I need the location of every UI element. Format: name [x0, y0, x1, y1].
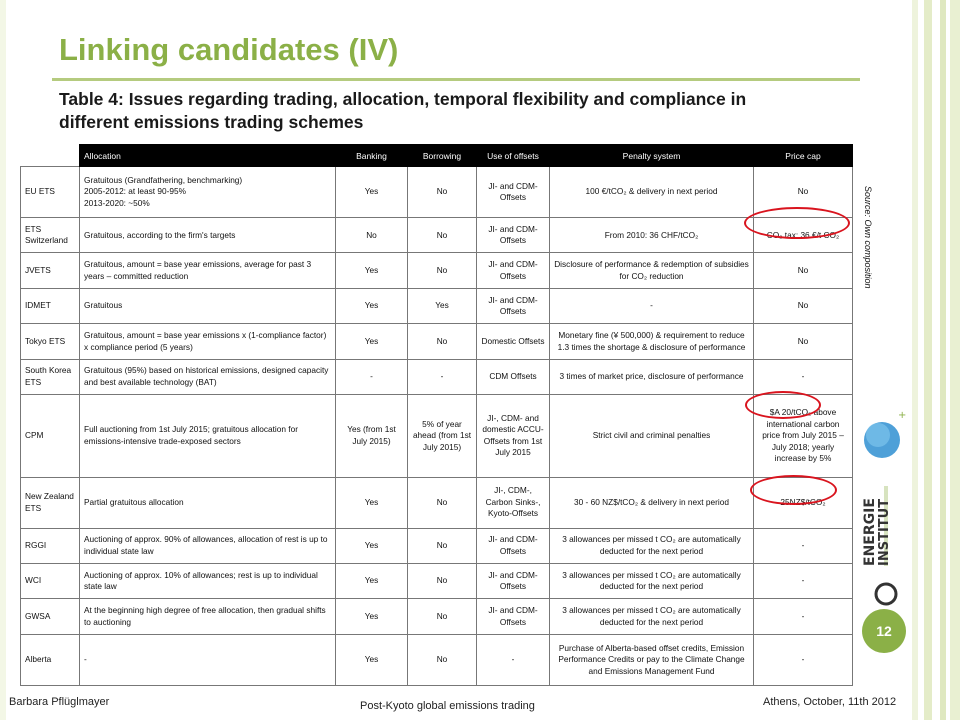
cell-scheme: IDMET: [21, 288, 80, 323]
table-row: [21, 395, 853, 477]
cell-borrowing: No: [408, 218, 477, 253]
source-note: Source: Own composition: [863, 186, 873, 289]
cell-allocation: Auctioning of approx. 90% of allowances, allocation of rest is up to individual state law: [80, 528, 336, 563]
cell-scheme: ETS Switzerland: [21, 218, 80, 253]
cell-penalty: Strict civil and criminal penalties: [550, 395, 754, 477]
cell-banking: Yes: [336, 477, 408, 528]
cell-penalty: 100 €/tCO₂ & delivery in next period: [550, 167, 754, 218]
table-row: [21, 359, 853, 394]
table-row: [21, 634, 853, 685]
cell-banking: No: [336, 218, 408, 253]
cell-allocation: Gratuitous: [80, 288, 336, 323]
page-number-badge: 12: [862, 609, 906, 653]
cell-price-cap: -: [754, 528, 853, 563]
header-banking: Banking: [336, 145, 408, 167]
table-row: [21, 253, 853, 288]
decor-stripe: [912, 0, 918, 720]
cell-allocation: Gratuitous (95%) based on historical emissions, designed capacity and best available technology (BAT): [80, 359, 336, 394]
decor-stripe: [924, 0, 932, 720]
cell-penalty: 3 allowances per missed t CO₂ are automatically deducted for the next period: [550, 528, 754, 563]
cell-scheme: Alberta: [21, 634, 80, 685]
decor-stripe: [950, 0, 960, 720]
cell-banking: Yes: [336, 528, 408, 563]
cell-borrowing: No: [408, 528, 477, 563]
table-row: [21, 599, 853, 634]
cell-borrowing: No: [408, 253, 477, 288]
table-row: [21, 477, 853, 528]
institut-wordmark: INSTITUT: [877, 498, 892, 566]
cell-borrowing: -: [408, 359, 477, 394]
issues-table: [20, 144, 853, 686]
cell-price-cap: No: [754, 288, 853, 323]
cell-price-cap: No: [754, 253, 853, 288]
cell-offsets: JI- and CDM-Offsets: [477, 218, 550, 253]
cell-allocation: At the beginning high degree of free allocation, then gradual shifts to auctioning: [80, 599, 336, 634]
cell-penalty: Monetary fine (¥ 500,000) & requirement to reduce 1.3 times the shortage & disclosure of performance: [550, 324, 754, 359]
cell-offsets: CDM Offsets: [477, 359, 550, 394]
cell-banking: Yes: [336, 634, 408, 685]
cell-penalty: 30 - 60 NZ$/tCO₂ & delivery in next period: [550, 477, 754, 528]
cell-borrowing: No: [408, 599, 477, 634]
cell-allocation: Gratuitous, amount = base year emissions x (1-compliance factor) x compliance period (5 years): [80, 324, 336, 359]
cell-allocation: Gratuitous (Grandfathering, benchmarking) 2005-2012: at least 90-95% 2013-2020: ~50%: [80, 167, 336, 218]
cell-allocation: -: [80, 634, 336, 685]
cell-banking: -: [336, 359, 408, 394]
slide-title: Linking candidates (IV): [59, 32, 399, 67]
cell-offsets: JI- and CDM-Offsets: [477, 253, 550, 288]
cell-penalty: 3 times of market price, disclosure of performance: [550, 359, 754, 394]
cell-offsets: JI-, CDM-, Carbon Sinks-, Kyoto-Offsets: [477, 477, 550, 528]
cell-offsets: JI- and CDM-Offsets: [477, 167, 550, 218]
energie-institut-logo: [860, 476, 910, 616]
table-row: [21, 167, 853, 218]
highlight-circle-switzerland: [744, 207, 850, 239]
cell-banking: Yes (from 1st July 2015): [336, 395, 408, 477]
cell-scheme: EU ETS: [21, 167, 80, 218]
table-row: [21, 288, 853, 323]
cell-scheme: CPM: [21, 395, 80, 477]
highlight-circle-nz: [750, 475, 837, 505]
footer-author: Barbara Pflüglmayer: [9, 696, 110, 708]
cell-offsets: -: [477, 634, 550, 685]
cell-price-cap: 25NZ$/tCO₂: [754, 477, 853, 528]
table-row: [21, 564, 853, 599]
cell-borrowing: No: [408, 477, 477, 528]
cell-offsets: JI- and CDM-Offsets: [477, 599, 550, 634]
cell-price-cap: CO₂ tax: 36 €/t CO₂: [754, 218, 853, 253]
cell-penalty: 3 allowances per missed t CO₂ are automatically deducted for the next period: [550, 564, 754, 599]
header-offsets: Use of offsets: [477, 145, 550, 167]
header-corner: [21, 145, 80, 167]
cell-borrowing: No: [408, 564, 477, 599]
cell-banking: Yes: [336, 599, 408, 634]
cell-borrowing: No: [408, 167, 477, 218]
cell-banking: Yes: [336, 167, 408, 218]
cell-offsets: Domestic Offsets: [477, 324, 550, 359]
cell-price-cap: -: [754, 634, 853, 685]
cell-offsets: JI-, CDM- and domestic ACCU-Offsets from 1st July 2015: [477, 395, 550, 477]
energie-wordmark: ENERGIE: [862, 498, 878, 566]
left-border: [0, 0, 6, 720]
table-row: [21, 324, 853, 359]
decor-stripe: [940, 0, 946, 720]
cell-scheme: JVETS: [21, 253, 80, 288]
table-row: [21, 528, 853, 563]
header-price-cap: Price cap: [754, 145, 853, 167]
cell-borrowing: Yes: [408, 288, 477, 323]
cell-borrowing: 5% of year ahead (from 1st July 2015): [408, 395, 477, 477]
cell-scheme: New Zealand ETS: [21, 477, 80, 528]
cell-banking: Yes: [336, 324, 408, 359]
cell-allocation: Partial gratuitous allocation: [80, 477, 336, 528]
cell-price-cap: No: [754, 167, 853, 218]
table-row: [21, 218, 853, 253]
header-penalty: Penalty system: [550, 145, 754, 167]
cell-scheme: GWSA: [21, 599, 80, 634]
highlight-circle-cpm: [745, 391, 821, 419]
header-allocation: Allocation: [80, 145, 336, 167]
cell-offsets: JI- and CDM-Offsets: [477, 528, 550, 563]
cell-penalty: From 2010: 36 CHF/tCO₂: [550, 218, 754, 253]
cell-price-cap: No: [754, 324, 853, 359]
cell-penalty: -: [550, 288, 754, 323]
cell-banking: Yes: [336, 253, 408, 288]
cell-borrowing: No: [408, 324, 477, 359]
title-underline: [52, 78, 860, 81]
cell-price-cap: -: [754, 599, 853, 634]
cell-scheme: Tokyo ETS: [21, 324, 80, 359]
footer-title: Post-Kyoto global emissions trading: [360, 700, 535, 712]
cell-price-cap: -: [754, 564, 853, 599]
cell-price-cap: -: [754, 359, 853, 394]
footer-date: Athens, October, 11th 2012: [763, 696, 897, 708]
cell-offsets: JI- and CDM-Offsets: [477, 564, 550, 599]
table-header-row: [21, 145, 853, 167]
cell-scheme: RGGI: [21, 528, 80, 563]
cell-price-cap: $A 20/tCO₂ above international carbon price from July 2015 – July 2018; yearly increase by 5%: [754, 395, 853, 477]
cell-scheme: South Korea ETS: [21, 359, 80, 394]
cell-scheme: WCI: [21, 564, 80, 599]
cell-borrowing: No: [408, 634, 477, 685]
cell-offsets: JI- and CDM-Offsets: [477, 288, 550, 323]
svg-text:+: +: [898, 410, 906, 421]
cell-penalty: Purchase of Alberta-based offset credits, Emission Performance Credits or pay to the Climate Change and Emissions Management Fund: [550, 634, 754, 685]
table-caption: Table 4: Issues regarding trading, allocation, temporal flexibility and compliance in different emissions trading schemes: [59, 89, 747, 132]
cell-banking: Yes: [336, 288, 408, 323]
cell-penalty: 3 allowances per missed t CO₂ are automatically deducted for the next period: [550, 599, 754, 634]
cell-banking: Yes: [336, 564, 408, 599]
cell-allocation: Full auctioning from 1st July 2015; gratuitous allocation for emissions-intensive trade-exposed sectors: [80, 395, 336, 477]
cell-penalty: Disclosure of performance & redemption of subsidies for CO₂ reduction: [550, 253, 754, 288]
cell-allocation: Auctioning of approx. 10% of allowances; rest is up to individual state law: [80, 564, 336, 599]
klima-energie-fonds-logo: [858, 410, 906, 468]
cell-allocation: Gratuitous, amount = base year emissions, average for past 3 years – committed reduction: [80, 253, 336, 288]
cell-allocation: Gratuitous, according to the firm's targets: [80, 218, 336, 253]
header-borrowing: Borrowing: [408, 145, 477, 167]
